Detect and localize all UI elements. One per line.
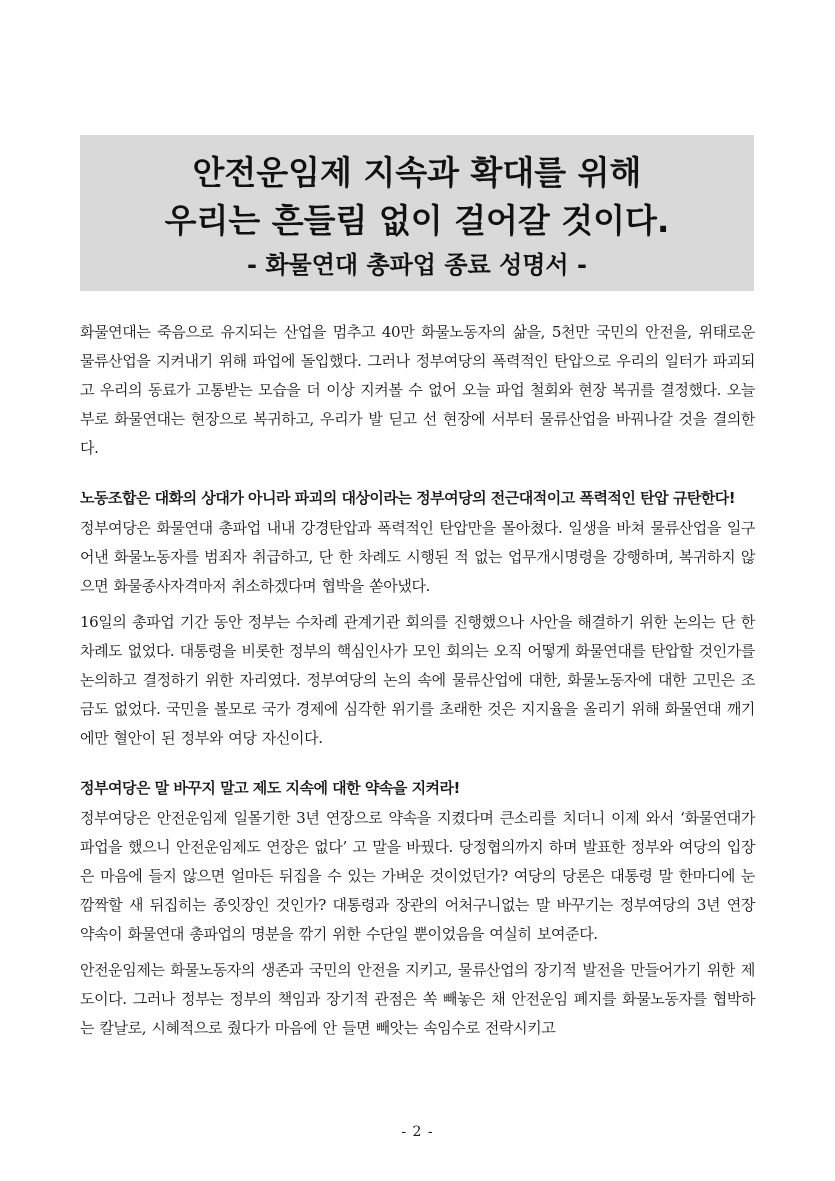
section-heading: 정부여당은 말 바꾸지 말고 제도 지속에 대한 약속을 지켜라! bbox=[80, 779, 460, 797]
intro-paragraph: 화물연대는 죽음으로 유지되는 산업을 멈추고 40만 화물노동자의 삶을, 5천만 국민의 안전을, 위태로운 물류산업을 지켜내기 위해 파업에 돌입했다. 그러나 정부여당의 폭력적인 탄압으로 우리의 일터가 파괴되고 우리의 동료가 고통받는 모습을 더 이상 지켜볼 수 없어 오늘 파업 철회와 현장 복귀를 결정했다. 오늘 부로 화물연대는 현장으로 복귀하고, 우리가 발 딛고 선 현장에 서부터 물류산업을 바꿔나갈 것을 결의한다. bbox=[80, 323, 755, 457]
title-line-2: 우리는 흔들림 없이 걸어갈 것이다. bbox=[164, 201, 670, 240]
subtitle: - 화물연대 총파업 종료 성명서 - bbox=[247, 251, 587, 279]
section-heading: 노동조합은 대화의 상대가 아니라 파괴의 대상이라는 정부여당의 전근대적이고 폭력적인 탄압 규탄한다! bbox=[80, 489, 736, 507]
section-paragraph: 16일의 총파업 기간 동안 정부는 수차례 관계기관 회의를 진행했으나 사안을 해결하기 위한 논의는 단 한 차례도 없었다. 대통령을 비롯한 정부의 핵심인사가 모인 회의는 오직 어떻게 화물연대를 탄압할 것인가를 논의하고 결정하기 위한 자리였다. 정부여당의 논의 속에 물류산업에 대한, 화물노동자에 대한 고민은 조금도 없었다. 국민을 볼모로 국가 경제에 심각한 위기를 초래한 것은 지지율을 올리기 위해 화물연대 깨기에만 혈안이 된 정부와 여당 자신이다. bbox=[80, 613, 755, 747]
document-body bbox=[80, 318, 755, 1043]
title-box bbox=[80, 135, 754, 291]
section-paragraph: 정부여당은 화물연대 총파업 내내 강경탄압과 폭력적인 탄압만을 몰아쳤다. 일생을 바쳐 물류산업을 일구어낸 화물노동자를 범죄자 취급하고, 단 한 차례도 시행된 적 없는 업무개시명령을 강행하며, 복귀하지 않으면 화물종사자격마저 취소하겠다며 협박을 쏟아냈다. bbox=[80, 519, 755, 595]
title-line-1: 안전운임제 지속과 확대를 위해 bbox=[192, 153, 642, 192]
section-paragraph: 안전운임제는 화물노동자의 생존과 국민의 안전을 지키고, 물류산업의 장기적 발전을 만들어가기 위한 제도이다. 그러나 정부는 정부의 책임과 장기적 관점은 쏙 빼놓은 채 안전운임 폐지를 화물노동자를 협박하는 칼날로, 시혜적으로 줬다가 마음에 안 들면 빼앗는 속임수로 전락시키고 bbox=[80, 961, 755, 1037]
page-number: - 2 - bbox=[401, 1124, 434, 1140]
section-1 bbox=[80, 484, 755, 753]
section-2 bbox=[80, 774, 755, 1043]
section-paragraph: 정부여당은 안전운임제 일몰기한 3년 연장으로 약속을 지켰다며 큰소리를 치더니 이제 와서 ‘화물연대가 파업을 했으니 안전운임제도 연장은 없다’ 고 말을 바꿨다. 당정협의까지 하며 발표한 정부와 여당의 입장은 마음에 들지 않으면 얼마든 뒤집을 수 있는 가벼운 것이었던가? 여당의 당론은 대통령 말 한마디에 눈 깜짝할 새 뒤집히는 종잇장인 것인가? 대통령과 장관의 어처구니없는 말 바꾸기는 정부여당의 3년 연장 약속이 화물연대 총파업의 명분을 깎기 위한 수단일 뿐이었음을 여실히 보여준다. bbox=[80, 809, 755, 943]
